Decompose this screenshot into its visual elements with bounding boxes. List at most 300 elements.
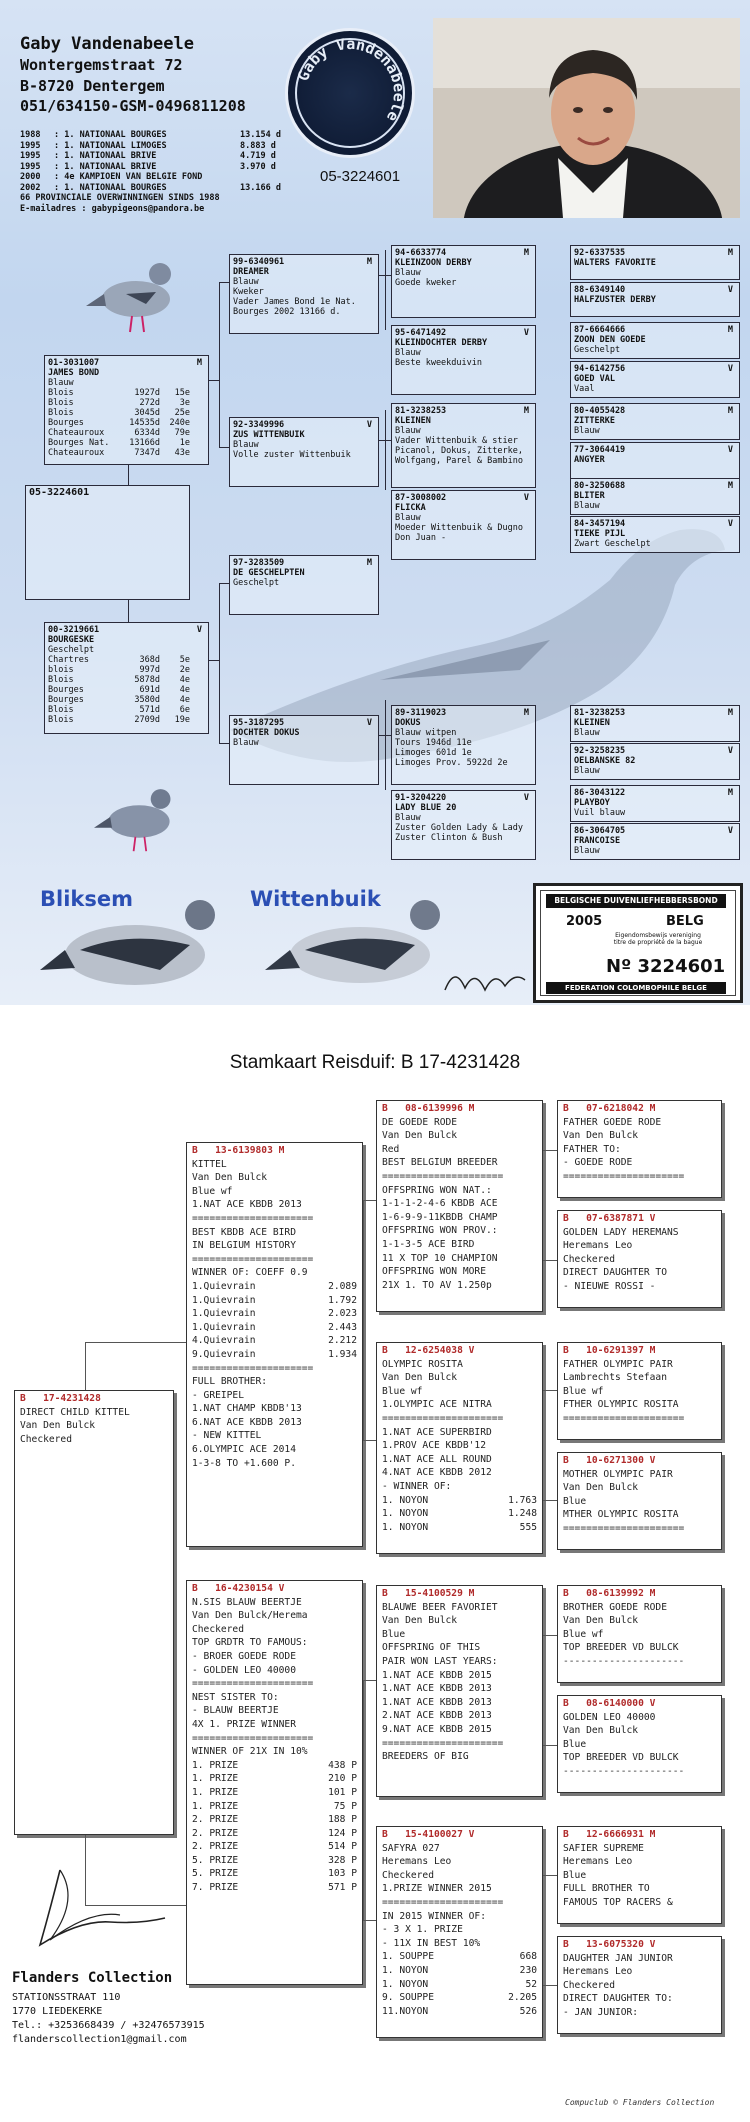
- pigeon-bliksem-image: [40, 870, 220, 1000]
- great-grandparent-box-ring: 89-3119023: [395, 708, 447, 718]
- great-grandparent-line: FATHER TO:: [563, 1143, 621, 1155]
- sire-dam-result-row: [382, 1494, 537, 1508]
- race-cell: Bourges Nat.: [48, 438, 110, 448]
- result-row: [20, 130, 300, 141]
- g4-box-line: Zwart Geschelpt: [574, 539, 651, 549]
- race-row: [48, 705, 205, 715]
- results-list: [20, 130, 300, 214]
- stamkaart-sire-box: [186, 1142, 363, 1547]
- race-row: [48, 715, 205, 725]
- sire-line: IN BELGIUM HISTORY: [192, 1240, 296, 1252]
- great-grandparent-line: GOLDEN LADY HEREMANS: [563, 1226, 679, 1238]
- g4-box-sex: M: [727, 406, 733, 416]
- dam-result-label: 2. PRIZE: [192, 1827, 239, 1839]
- race-row: [48, 408, 205, 418]
- sire-sire-line: OFFSPRING WON MORE: [382, 1266, 486, 1278]
- dam-dam-box-ring: 95-3187295: [233, 718, 285, 728]
- sire-dam-box-sex: V: [366, 420, 372, 430]
- dam-result-label: 2. PRIZE: [192, 1814, 239, 1826]
- sire-dam-line: 1.PROV ACE KBDB'12: [382, 1440, 486, 1452]
- sire-ring: 01-3031007: [48, 358, 100, 368]
- dam-result-value: 124 P: [328, 1827, 357, 1839]
- dam-dam-ring: B 15-4100027 V: [382, 1829, 475, 1840]
- certificate-footer: FEDERATION COLOMBOPHILE BELGE: [546, 982, 726, 994]
- g4-box-ring: 94-6142756: [574, 364, 626, 374]
- g4-box-sex: M: [727, 248, 733, 258]
- race-cell: Bourges: [48, 695, 84, 705]
- great-grandparent-box-line: Zuster Golden Lady & Lady: [395, 823, 523, 833]
- result-extra: E-mailadres : gabypigeons@pandora.be: [20, 203, 205, 214]
- dam-dam-result-value: 52: [525, 1978, 537, 1990]
- result-text: : 1. NATIONAAL BOURGES: [54, 182, 167, 193]
- sire-line: =====================: [192, 1362, 314, 1374]
- sire-line: BEST KBDB ACE BIRD: [192, 1226, 296, 1238]
- great-grandparent-box-line: Don Juan -: [395, 533, 447, 543]
- dam-sire-box-line: Geschelpt: [233, 578, 280, 588]
- dam-result-value: 75 P: [333, 1800, 357, 1812]
- great-grandparent-box-sex: V: [523, 793, 529, 803]
- sire-line: 6.OLYMPIC ACE 2014: [192, 1444, 296, 1456]
- sire-dam-line: - WINNER OF:: [382, 1480, 452, 1492]
- sire-dam-line: 1.OLYMPIC ACE NITRA: [382, 1399, 492, 1411]
- great-grandparent-box-line: KLEINZOON DERBY: [395, 258, 472, 268]
- sire-name: JAMES BOND: [48, 368, 100, 378]
- svg-text:Gaby Vandenabeele: Gaby Vandenabeele: [294, 34, 409, 125]
- sire-sire-line: =====================: [382, 1170, 504, 1182]
- dam-dam-result-value: 2.205: [508, 1992, 537, 2004]
- sire-line: =====================: [192, 1212, 314, 1224]
- sire-line: 1.NAT ACE KBDB 2013: [192, 1199, 302, 1211]
- sire-sire-box-sex: M: [366, 257, 372, 267]
- great-grandparent-ring: B 12-6666931 M: [563, 1829, 656, 1840]
- sire-result-label: 4.Quievrain: [192, 1335, 256, 1347]
- g4-box-line: GOED VAL: [574, 374, 615, 384]
- great-grandparent-box-ring: 87-3008002: [395, 493, 447, 503]
- result-text: : 1. NATIONAAL BRIVE: [54, 151, 157, 161]
- race-row: [48, 695, 205, 705]
- footer-email: flanderscollection1@gmail.com: [12, 2034, 187, 2045]
- race-cell: 5878d: [134, 675, 160, 685]
- sire-line: 1.NAT CHAMP KBDB'13: [192, 1403, 302, 1415]
- sire-result-row: [192, 1321, 357, 1335]
- great-grandparent-line: DAUGHTER JAN JUNIOR: [563, 1952, 673, 1964]
- stamkaart-great-grandparent-box: [557, 1695, 722, 1793]
- sire-sire-line: OFFSPRING WON NAT.:: [382, 1184, 492, 1196]
- sire-dam-result-value: 1.248: [508, 1508, 537, 1520]
- result-year: 2002: [20, 182, 41, 193]
- sire-dam-line: OLYMPIC ROSITA: [382, 1358, 463, 1370]
- race-row: [48, 675, 205, 685]
- g4-box: [570, 245, 740, 280]
- dam-line: - BLAUW BEERTJE: [192, 1705, 279, 1717]
- dam-sire-line: OFFSPRING OF THIS: [382, 1642, 481, 1654]
- g4-box-line: KLEINEN: [574, 718, 610, 728]
- sire-line: 6.NAT ACE KBDB 2013: [192, 1416, 302, 1428]
- great-grandparent-box: [391, 245, 536, 318]
- footer-name: Flanders Collection: [12, 1970, 173, 1986]
- great-grandparent-box-sex: V: [523, 328, 529, 338]
- dam-sire-line: 1.NAT ACE KBDB 2015: [382, 1669, 492, 1681]
- result-text: : 4e KAMPIOEN VAN BELGIE FOND: [54, 172, 203, 182]
- race-cell: 1e: [179, 438, 190, 448]
- race-cell: 2e: [179, 665, 190, 675]
- great-grandparent-box-line: DOKUS: [395, 718, 421, 728]
- sire-dam-result-row: [382, 1507, 537, 1521]
- race-row: [48, 665, 205, 675]
- dam-sire-box-sex: M: [366, 558, 372, 568]
- great-grandparent-box-ring: 94-6633774: [395, 248, 447, 258]
- g4-box-line: TIEKE PIJL: [574, 529, 626, 539]
- owner-photo: [433, 18, 740, 218]
- race-cell: 14535d: [129, 418, 160, 428]
- great-grandparent-line: Heremans Leo: [563, 1856, 633, 1868]
- g4-box-sex: V: [727, 364, 733, 374]
- dam-result-row: [192, 1840, 357, 1854]
- great-grandparent-line: FULL BROTHER TO: [563, 1883, 650, 1895]
- sire-result-label: 1.Quievrain: [192, 1308, 256, 1320]
- sire-result-label: 1.Quievrain: [192, 1321, 256, 1333]
- result-row: [20, 141, 300, 152]
- footer-address: STATIONSSTRAAT 110: [12, 1992, 121, 2003]
- dam-dam-result-row: [382, 1950, 537, 1964]
- race-cell: 5e: [179, 655, 190, 665]
- race-row: [48, 398, 205, 408]
- subject-ring: 05-3224601: [29, 487, 90, 498]
- g4-box-line: Blauw: [574, 728, 600, 738]
- g4-box-ring: 86-3043122: [574, 788, 626, 798]
- great-grandparent-ring: B 10-6291397 M: [563, 1345, 656, 1356]
- great-grandparent-line: Heremans Leo: [563, 1966, 633, 1978]
- race-row: [48, 448, 205, 458]
- sire-sire-box-line: Kweker: [233, 287, 264, 297]
- race-cell: 571d: [139, 705, 160, 715]
- great-grandparent-line: SAFIER SUPREME: [563, 1842, 644, 1854]
- stamkaart-great-grandparent-box: [557, 1826, 722, 1924]
- result-row: [20, 172, 300, 183]
- dam-sex: V: [196, 625, 202, 635]
- owner-phone: 051/634150-GSM-0496811208: [20, 97, 246, 115]
- subject-line: Checkered: [20, 1433, 72, 1445]
- sire-sire-line: DE GOEDE RODE: [382, 1116, 458, 1128]
- sire-line: =====================: [192, 1253, 314, 1265]
- great-grandparent-line: DIRECT DAUGHTER TO:: [563, 1993, 673, 2005]
- sire-line: - GREIPEL: [192, 1389, 244, 1401]
- g4-box-ring: 87-6664666: [574, 325, 626, 335]
- great-grandparent-line: Blue: [563, 1869, 587, 1881]
- great-grandparent-ring: B 13-6075320 V: [563, 1939, 656, 1950]
- great-grandparent-line: MOTHER OLYMPIC PAIR: [563, 1468, 673, 1480]
- stamkaart-dam-sire-box: [376, 1585, 543, 1797]
- sire-dam-box: [229, 417, 379, 487]
- great-grandparent-line: Checkered: [563, 1253, 615, 1265]
- dam-dam-result-label: 11.NOYON: [382, 2005, 429, 2017]
- dam-result-row: [192, 1881, 357, 1895]
- dam-sire-line: PAIR WON LAST YEARS:: [382, 1655, 498, 1667]
- dam-dam-result-label: 9. SOUPPE: [382, 1992, 434, 2004]
- pigeon-dam-icon: [94, 772, 184, 862]
- dam-result-label: 1. PRIZE: [192, 1800, 239, 1812]
- great-grandparent-box-line: Goede kweker: [395, 278, 457, 288]
- great-grandparent-box-line: Limoges 601d 1e: [395, 748, 472, 758]
- bird-name-wittenbuik: Wittenbuik: [250, 887, 381, 911]
- result-row: [20, 183, 300, 194]
- race-cell: 25e: [174, 408, 190, 418]
- signature-image: [20, 1850, 170, 1960]
- race-cell: 1927d: [134, 388, 160, 398]
- g4-box-sex: M: [727, 325, 733, 335]
- dam-result-value: 514 P: [328, 1841, 357, 1853]
- dam-dam-result-row: [382, 1978, 537, 1992]
- great-grandparent-line: Van Den Bulck: [563, 1482, 639, 1494]
- dam-line: Checkered: [192, 1623, 244, 1635]
- stamkaart-great-grandparent-box: [557, 1100, 722, 1198]
- dam-line: WINNER OF 21X IN 10%: [192, 1746, 308, 1758]
- great-grandparent-box-line: Blauw: [395, 513, 421, 523]
- sire-sire-box-line: Vader James Bond 1e Nat.: [233, 297, 356, 307]
- g4-box-sex: M: [727, 708, 733, 718]
- sire-dam-ring: B 12-6254038 V: [382, 1345, 475, 1356]
- dam-result-value: 571 P: [328, 1882, 357, 1894]
- great-grandparent-line: Checkered: [563, 1979, 615, 1991]
- dam-line: NEST SISTER TO:: [192, 1691, 279, 1703]
- stamkaart-great-grandparent-box: [557, 1210, 722, 1308]
- dam-dam-line: SAFYRA 027: [382, 1842, 440, 1854]
- sire-dam-line: =====================: [382, 1412, 504, 1424]
- scanned-pedigree: [0, 0, 750, 1005]
- sire-sire-line: 1-6-9-9-11KBDB CHAMP: [382, 1211, 498, 1223]
- g4-box: [570, 282, 740, 317]
- great-grandparent-line: - GOEDE RODE: [563, 1157, 633, 1169]
- dam-dam-result-label: 1. NOYON: [382, 1964, 429, 1976]
- dam-result-value: 188 P: [328, 1814, 357, 1826]
- stamkaart-great-grandparent-box: [557, 1342, 722, 1440]
- dam-dam-line: IN 2015 WINNER OF:: [382, 1910, 486, 1922]
- sire-sex: M: [196, 358, 202, 368]
- race-cell: 2709d: [134, 715, 160, 725]
- g4-box-sex: V: [727, 826, 733, 836]
- great-grandparent-box-line: Blauw witpen: [395, 728, 457, 738]
- great-grandparent-line: =====================: [563, 1412, 685, 1424]
- great-grandparent-box-sex: V: [523, 493, 529, 503]
- g4-box-line: Geschelpt: [574, 345, 621, 355]
- g4-box-line: WALTERS FAVORITE: [574, 258, 656, 268]
- result-value: 13.166 d: [240, 182, 281, 193]
- great-grandparent-ring: B 07-6218042 M: [563, 1103, 656, 1114]
- stamkaart-dam-box: [186, 1580, 363, 1985]
- race-cell: 6e: [179, 705, 190, 715]
- dam-dam-line: - 11X IN BEST 10%: [382, 1937, 481, 1949]
- great-grandparent-line: BROTHER GOEDE RODE: [563, 1601, 667, 1613]
- result-value: [240, 172, 300, 183]
- great-grandparent-line: Van Den Bulck: [563, 1615, 639, 1627]
- g4-box-sex: M: [727, 481, 733, 491]
- great-grandparent-box-ring: 91-3204220: [395, 793, 447, 803]
- g4-box-line: PLAYBOY: [574, 798, 610, 808]
- subject-ring-number: 05-3224601: [320, 168, 401, 185]
- race-row: [48, 428, 205, 438]
- sire-line: 1-3-8 TO +1.600 P.: [192, 1457, 296, 1469]
- great-grandparent-box-line: Blauw: [395, 268, 421, 278]
- great-grandparent-line: TOP BREEDER VD BULCK: [563, 1642, 679, 1654]
- great-grandparent-box-line: Wolfgang, Parel & Bambino: [395, 456, 523, 466]
- sire-dam-result-label: 1. NOYON: [382, 1494, 429, 1506]
- dam-result-label: 7. PRIZE: [192, 1882, 239, 1894]
- result-year: 1995: [20, 161, 41, 172]
- great-grandparent-box-line: Blauw: [395, 426, 421, 436]
- race-cell: Blois: [48, 398, 74, 408]
- great-grandparent-ring: B 08-6140000 V: [563, 1698, 656, 1709]
- g4-box-sex: M: [727, 788, 733, 798]
- dam-dam-line: =====================: [382, 1896, 504, 1908]
- dam-sire-ring: B 15-4100529 M: [382, 1588, 475, 1599]
- sire-dam-line: Van Den Bulck: [382, 1372, 458, 1384]
- signature-image: [440, 960, 530, 1000]
- dam-sire-line: BREEDERS OF BIG: [382, 1751, 469, 1763]
- great-grandparent-box-sex: M: [523, 248, 529, 258]
- race-cell: 691d: [139, 685, 160, 695]
- race-cell: 240e: [169, 418, 190, 428]
- great-grandparent-line: FATHER GOEDE RODE: [563, 1116, 662, 1128]
- result-row: [20, 151, 300, 162]
- race-cell: 79e: [174, 428, 190, 438]
- g4-box: [570, 785, 740, 822]
- owner-street: Wontergemstraat 72: [20, 56, 183, 74]
- race-cell: 272d: [139, 398, 160, 408]
- sire-result-value: 1.934: [328, 1348, 357, 1360]
- great-grandparent-box: [391, 790, 536, 860]
- race-cell: 15e: [174, 388, 190, 398]
- dam-line: Van Den Bulck/Herema: [192, 1610, 308, 1622]
- g4-box: [570, 478, 740, 515]
- great-grandparent-line: =====================: [563, 1170, 685, 1182]
- great-grandparent-box-line: Limoges Prov. 5922d 2e: [395, 758, 508, 768]
- dam-sire-box: [229, 555, 379, 615]
- dam-ring: B 16-4230154 V: [192, 1583, 285, 1594]
- sire-result-row: [192, 1294, 357, 1308]
- ring-certificate: [533, 883, 743, 1003]
- race-cell: Bourges: [48, 685, 84, 695]
- sire-sire-line: Van Den Bulck: [382, 1130, 458, 1142]
- sire-sire-line: 1-1-3-5 ACE BIRD: [382, 1238, 475, 1250]
- race-row: [48, 438, 205, 448]
- dam-result-label: 5. PRIZE: [192, 1854, 239, 1866]
- great-grandparent-box-ring: 95-6471492: [395, 328, 447, 338]
- stamkaart-great-grandparent-box: [557, 1936, 722, 2034]
- g4-box-line: FRANCOISE: [574, 836, 621, 846]
- race-cell: Blois: [48, 388, 74, 398]
- sire-line: WINNER OF: COEFF 0.9: [192, 1267, 308, 1279]
- result-value: 8.883 d: [240, 140, 276, 151]
- g4-box: [570, 743, 740, 780]
- certificate-subtitle: Eigendomsbewijs vereniging titre de propriété de la bague: [613, 932, 703, 946]
- great-grandparent-box-line: Vader Wittenbuik & stier: [395, 436, 518, 446]
- great-grandparent-line: ---------------------: [563, 1655, 685, 1667]
- compuclub-credit: Compuclub © Flanders Collection: [565, 2098, 715, 2107]
- great-grandparent-box-line: Tours 1946d 11e: [395, 738, 472, 748]
- dam-sire-line: 1.NAT ACE KBDB 2013: [382, 1683, 492, 1695]
- dam-sire-line: 1.NAT ACE KBDB 2013: [382, 1696, 492, 1708]
- great-grandparent-box-line: KLEINDOCHTER DERBY: [395, 338, 488, 348]
- g4-box-sex: V: [727, 746, 733, 756]
- dam-dam-result-value: 526: [519, 2005, 537, 2017]
- sire-sire-ring: B 08-6139996 M: [382, 1103, 475, 1114]
- sire-sire-box-line: DREAMER: [233, 267, 269, 277]
- subject-line: Van Den Bulck: [20, 1420, 96, 1432]
- stamkaart-great-grandparent-box: [557, 1452, 722, 1550]
- owner-city: B-8720 Dentergem: [20, 77, 165, 95]
- g4-box-sex: V: [727, 519, 733, 529]
- result-extra: 66 PROVINCIALE OVERWINNINGEN SINDS 1988: [20, 193, 220, 203]
- sire-result-value: 2.443: [328, 1321, 357, 1333]
- sire-dam-line: 1.NAT ACE ALL ROUND: [382, 1453, 492, 1465]
- stamkaart-subject-box: [14, 1390, 174, 1835]
- g4-box-ring: 77-3064419: [574, 445, 626, 455]
- great-grandparent-line: FAMOUS TOP RACERS &: [563, 1896, 673, 1908]
- certificate-number: Nº 3224601: [606, 956, 726, 977]
- great-grandparent-line: Blue: [563, 1738, 587, 1750]
- owner-stamp: [285, 28, 415, 158]
- g4-box-ring: 92-3258235: [574, 746, 626, 756]
- g4-box-ring: 88-6349140: [574, 285, 626, 295]
- race-row: [48, 655, 205, 665]
- great-grandparent-line: Heremans Leo: [563, 1240, 633, 1252]
- dam-dam-box-sex: V: [366, 718, 372, 728]
- race-cell: 6334d: [134, 428, 160, 438]
- dam-sire-line: Blue: [382, 1628, 406, 1640]
- dam-dam-result-label: 1. NOYON: [382, 1978, 429, 1990]
- stamkaart-great-grandparent-box: [557, 1585, 722, 1683]
- race-cell: Blois: [48, 715, 74, 725]
- sire-dam-line: 1.NAT ACE SUPERBIRD: [382, 1426, 492, 1438]
- result-year: 1988: [20, 130, 41, 140]
- sire-result-value: 1.792: [328, 1294, 357, 1306]
- great-grandparent-box: [391, 705, 536, 785]
- owner-name: Gaby Vandenabeele: [20, 34, 194, 54]
- great-grandparent-box-line: Blauw: [395, 813, 421, 823]
- dam-dam-result-label: 1. SOUPPE: [382, 1951, 434, 1963]
- race-cell: Blois: [48, 705, 74, 715]
- sire-dam-box-line: ZUS WITTENBUIK: [233, 430, 305, 440]
- dam-sire-box-ring: 97-3283509: [233, 558, 285, 568]
- dam-dam-result-value: 230: [519, 1964, 537, 1976]
- race-row: [48, 388, 205, 398]
- dam-line: TOP GRDTR TO FAMOUS:: [192, 1637, 308, 1649]
- stamkaart-dam-dam-box: [376, 1826, 543, 2038]
- sire-result-label: 1.Quievrain: [192, 1294, 256, 1306]
- dam-result-label: 5. PRIZE: [192, 1868, 239, 1880]
- dam-dam-result-value: 668: [519, 1951, 537, 1963]
- dam-result-value: 438 P: [328, 1759, 357, 1771]
- dam-dam-line: Checkered: [382, 1869, 434, 1881]
- g4-box: [570, 322, 740, 359]
- race-cell: 368d: [139, 655, 160, 665]
- g4-box-line: ZITTERKE: [574, 416, 615, 426]
- great-grandparent-box-sex: M: [523, 406, 529, 416]
- race-cell: Blois: [48, 675, 74, 685]
- dam-result-label: 1. PRIZE: [192, 1786, 239, 1798]
- great-grandparent-ring: B 10-6271300 V: [563, 1455, 656, 1466]
- great-grandparent-box-line: Blauw: [395, 348, 421, 358]
- g4-box-line: HALFZUSTER DERBY: [574, 295, 656, 305]
- sire-result-row: [192, 1334, 357, 1348]
- g4-box-line: ANGYER: [574, 455, 605, 465]
- dam-line: - BROER GOEDE RODE: [192, 1650, 296, 1662]
- g4-box: [570, 823, 740, 860]
- great-grandparent-line: - NIEUWE ROSSI -: [563, 1280, 656, 1292]
- sire-result-value: 2.023: [328, 1308, 357, 1320]
- great-grandparent-box-line: KLEINEN: [395, 416, 431, 426]
- g4-box-line: Blauw: [574, 501, 600, 511]
